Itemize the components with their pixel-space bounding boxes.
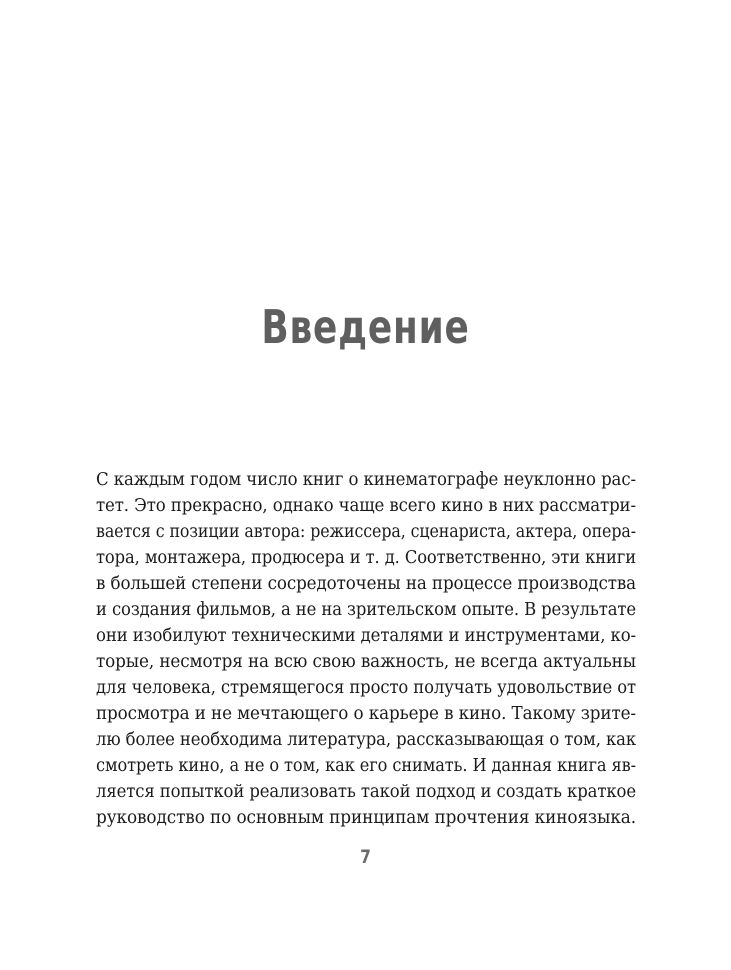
paragraph-line: лю более необходима литература, рассказывающая о том, как (96, 730, 636, 750)
paragraph-line: просмотра и не мечтающего о карьере в кино. Такому зрите- (96, 704, 636, 724)
paragraph-line: и создания фильмов, а не на зрительском опыте. В результате (96, 600, 636, 620)
paragraph-line: торые, несмотря на всю свою важность, не всегда актуальны (96, 652, 636, 672)
body-paragraph (96, 467, 636, 831)
page-number: 7 (360, 846, 371, 868)
paragraph-line: в большей степени сосредоточены на процессе производства (96, 574, 636, 594)
paragraph-line: тора, монтажера, продюсера и т. д. Соответственно, эти книги (96, 548, 636, 568)
paragraph-line: руководство по основным принципам прочтения киноязыка. (96, 808, 636, 828)
paragraph-line: С каждым годом число книг о кинематографе неуклонно рас- (96, 470, 636, 490)
chapter-title: Введение (261, 300, 470, 354)
paragraph-line: они изобилуют техническими деталями и инструментами, ко- (96, 626, 636, 646)
paragraph-line: ляется попыткой реализовать такой подход и создать краткое (96, 782, 636, 802)
paragraph-line: вается с позиции автора: режиссера, сценариста, актера, опера- (96, 522, 636, 542)
paragraph-line: смотреть кино, а не о том, как его снимать. И данная книга яв- (96, 756, 636, 776)
paragraph-line: для человека, стремящегося просто получать удовольствие от (96, 678, 636, 698)
paragraph-line: тет. Это прекрасно, однако чаще всего кино в них рассматри- (96, 496, 636, 516)
